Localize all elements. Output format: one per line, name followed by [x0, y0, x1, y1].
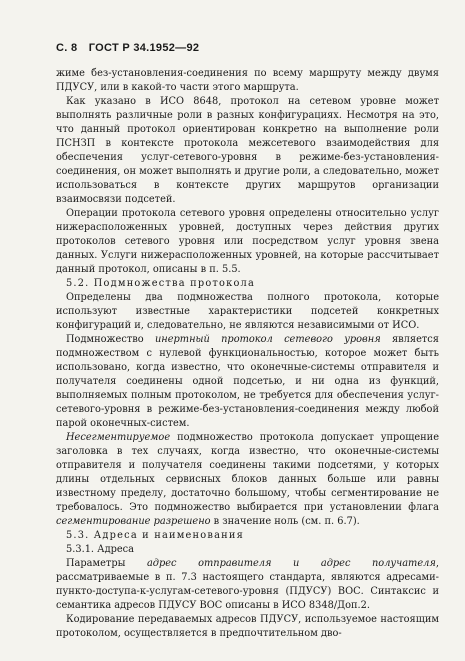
term-addresses: адрес отправителя и адрес получателя — [146, 558, 436, 569]
paragraph-operations: Операции протокола сетевого уровня определены относительно услуг нижерасположенных уровней, доступных через действия других протоколов сетевого уровня или посредством услуг уровня звена данных. Услуги нижерасположенных уровней, на которые рассчитывает данный протокол, описаны в п. 5.5. — [56, 208, 439, 275]
inline-text: подмножество протокола допускает упрощение заголовка в тех случаях, когда известно, что оконечные-системы отправителя и получателя соединены такими подсетями, у которых длины отдельных сервисных блоков данных больше или равны известному пределу, достаточно большому, чтобы сегментирование не требовалось. Это подмножество выбирается при установлении флага — [56, 432, 439, 513]
paragraph-continued: жимe без-установления-соединения по всему маршруту между двумя ПДУСУ, или в какой-то части этого маршрута. — [56, 68, 439, 93]
page-number: С. 8 — [56, 42, 78, 54]
page-header — [56, 42, 439, 54]
inline-text: в значение ноль (см. п. 6.7). — [210, 516, 360, 527]
inline-text: Подмножество — [66, 334, 155, 345]
paragraph-roles: Как указано в ИСО 8648, протокол на сетевом уровне может выполнять различные роли в разных конфигурациях. Несмотря на это, что данный протокол ориентирован конкретно на выполнение роли ПСНЗП в контексте протокола межсетевого взаимодействия для обеспечения услуг-сетевого-уровня в режиме-без-установления-соединения, он может выполнять и другие роли, а следовательно, может использоваться в контексте других маршрутов организации взаимосвязи подсетей. — [56, 96, 439, 205]
section-heading-5-3: 5.3. Адреса и наименования — [66, 530, 244, 541]
section-heading-5-3-1: 5.3.1. Адреса — [66, 544, 135, 555]
paragraph-address-params — [56, 557, 439, 613]
inline-text: Параметры — [66, 558, 147, 569]
paragraph-inert-subset — [56, 333, 439, 431]
term-inert-protocol: инертный протокол сетевого уровня — [154, 334, 381, 345]
standard-id: ГОСТ Р 34.1952—92 — [88, 42, 200, 54]
inline-text: является подмножеством с нулевой функциональностью, которое может быть использовано, когда известно, что оконечные-системы отправителя и получателя соединены одной подсетью, и ни одна из функций, выполняемых полным протоколом, не требуется для обеспечения услуг-сетевого-уровня в режиме-без-установления-соединения между любой парой оконечных-систем. — [56, 334, 439, 429]
document-body — [56, 67, 439, 641]
paragraph-address-encoding: Кодирование передаваемых адресов ПДУСУ, используемое настоящим протоколом, осуществляется в предпочтительном дво- — [56, 614, 439, 639]
term-nonsegmenting: Несегментируемое — [66, 432, 171, 443]
inline-text: , рассматриваемые в п. 7.3 настоящего стандарта, являются адресами-пункто-доступа-к-услугам-сетевого-уровня (ПДУСУ) ВОС. Синтаксис и семантика адресов ПДУСУ ВОС описаны в ИСО 8348/Доп.2. — [56, 558, 439, 611]
paragraph-nonsegmenting — [56, 431, 439, 529]
section-heading-5-2: 5.2. Подмножества протокола — [66, 278, 256, 289]
paragraph-subsets: Определены два подмножества полного протокола, которые используют известные характеристики подсетей конкретных конфигураций и, следовательно, не являются независимыми от ИСО. — [56, 292, 439, 331]
term-segmentation-permitted: сегментирование разрешено — [56, 516, 211, 527]
